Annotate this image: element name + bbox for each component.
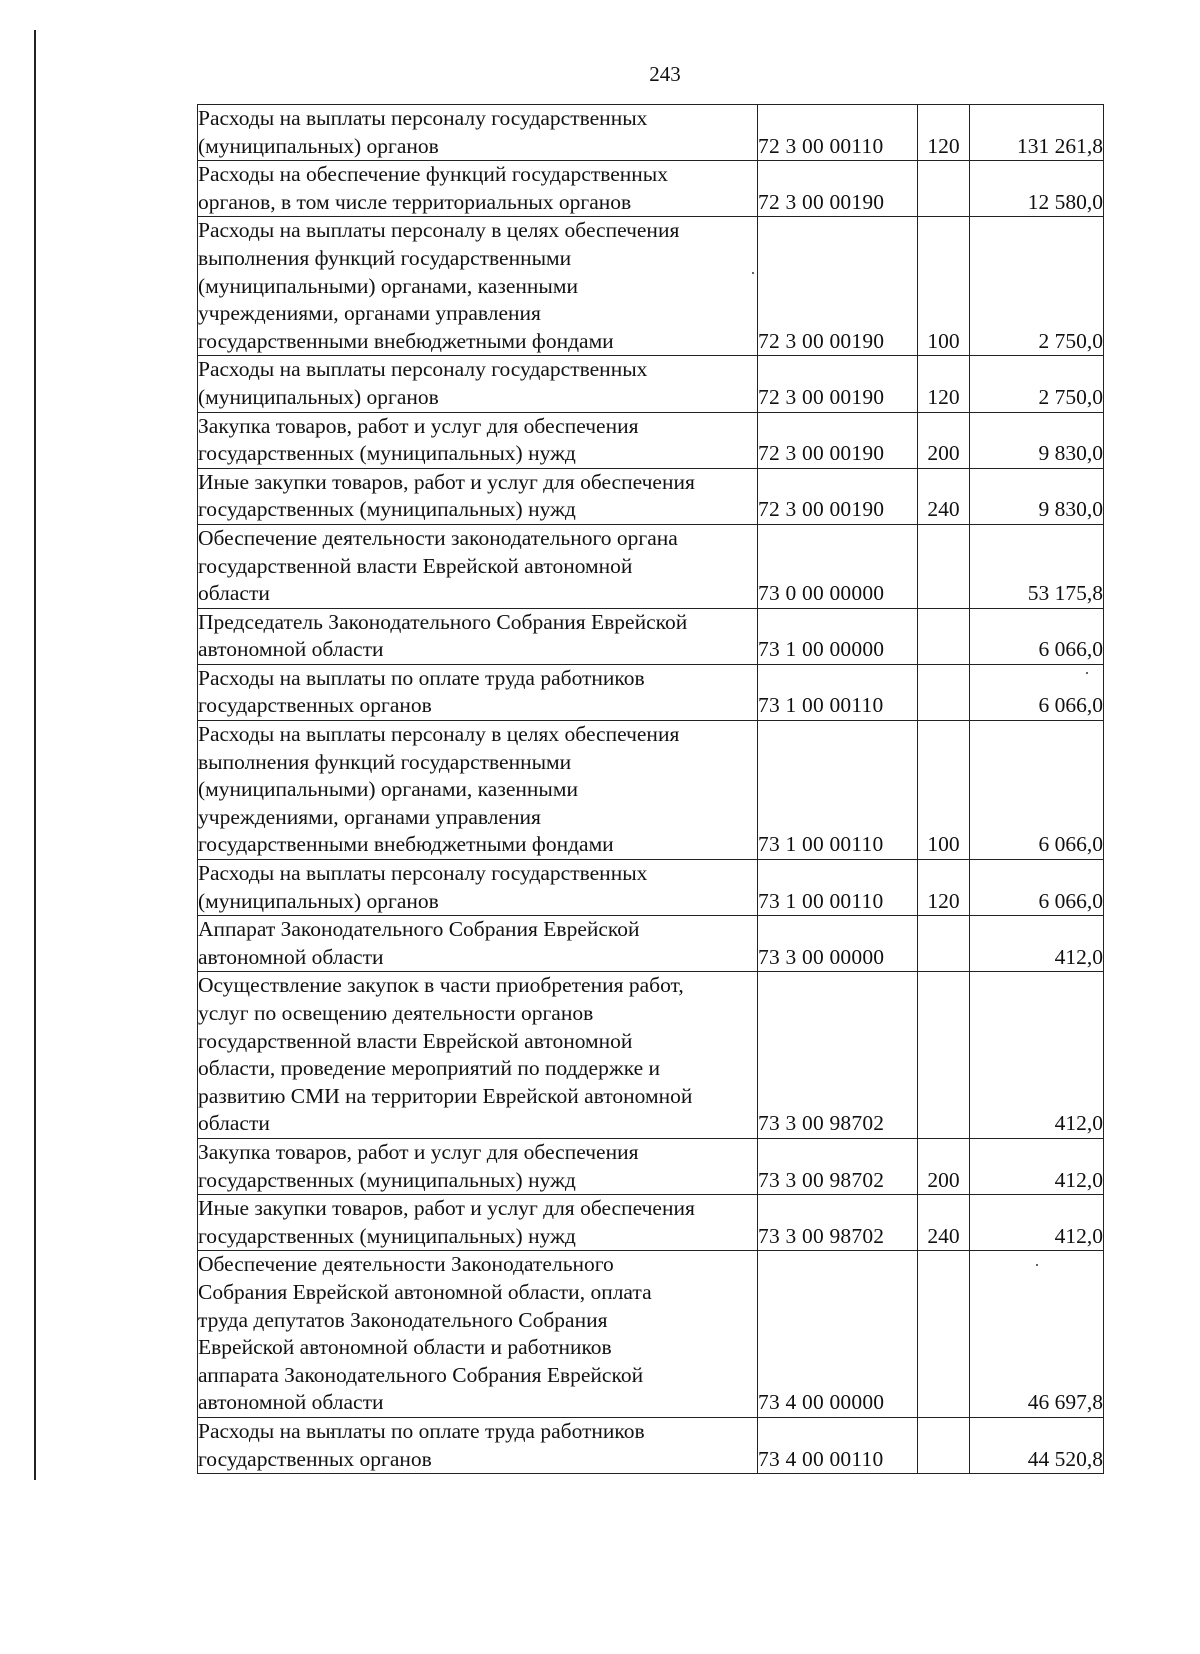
expense-name-cell	[198, 524, 758, 608]
amount-cell: 412,0	[970, 1138, 1104, 1194]
table-row	[198, 412, 1104, 468]
amount-cell: 131 261,8	[970, 105, 1104, 161]
expense-name-cell	[198, 356, 758, 412]
amount-cell: 6 066,0	[970, 608, 1104, 664]
expense-name-line: Расходы на выплаты персоналу в целях обеспечения	[198, 722, 680, 747]
table-row	[198, 161, 1104, 217]
table-row	[198, 1195, 1104, 1251]
table-row	[198, 217, 1104, 356]
expense-name-line: государственной власти Еврейской автономной	[198, 553, 633, 578]
expense-type-cell	[918, 161, 970, 217]
expense-name-line: государственной власти Еврейской автономной	[198, 1028, 633, 1053]
target-code-cell: 72 3 00 00190	[758, 217, 918, 356]
expense-type-cell: 200	[918, 412, 970, 468]
expense-name-line: области, проведение мероприятий по поддержке и	[198, 1056, 661, 1081]
expense-type-cell: 200	[918, 1138, 970, 1194]
expense-name-line: услуг по освещению деятельности органов	[198, 1001, 594, 1025]
table-row	[198, 1251, 1104, 1418]
amount-cell: 6 066,0	[970, 860, 1104, 916]
expense-type-cell: 120	[918, 356, 970, 412]
expense-name-line: развитию СМИ на территории Еврейской автономной	[198, 1083, 693, 1108]
table-row	[198, 664, 1104, 720]
table-row	[198, 916, 1104, 972]
expense-name-cell	[198, 1138, 758, 1194]
expense-name-line: Расходы на выплаты по оплате труда работников	[198, 665, 645, 690]
expense-name-cell	[198, 468, 758, 524]
expense-name-line: (муниципальных) органов	[198, 133, 439, 158]
target-code-cell: 73 1 00 00000	[758, 608, 918, 664]
expense-name-line: государственными внебюджетными фондами	[198, 328, 614, 353]
table-row	[198, 105, 1104, 161]
expense-name-cell	[198, 721, 758, 860]
target-code-cell: 73 1 00 00110	[758, 721, 918, 860]
expense-name-line: государственных (муниципальных) нужд	[198, 1167, 576, 1192]
expense-name-line: Закупка товаров, работ и услуг для обеспечения	[198, 1139, 639, 1164]
expense-name-line: (муниципальными) органами, казенными	[198, 777, 578, 802]
expense-name-line: Закупка товаров, работ и услуг для обеспечения	[198, 413, 639, 438]
expense-name-line: государственных (муниципальных) нужд	[198, 441, 576, 466]
table-row	[198, 721, 1104, 860]
expense-name-cell	[198, 608, 758, 664]
target-code-cell: 73 1 00 00110	[758, 860, 918, 916]
target-code-cell: 73 4 00 00000	[758, 1251, 918, 1418]
table-row	[198, 468, 1104, 524]
expense-name-cell	[198, 972, 758, 1139]
expense-name-cell	[198, 1195, 758, 1251]
expense-type-cell	[918, 524, 970, 608]
amount-cell: 412,0	[970, 972, 1104, 1139]
expense-type-cell: 120	[918, 860, 970, 916]
expense-name-cell	[198, 664, 758, 720]
expense-name-line: Председатель Законодательного Собрания Еврейской	[198, 609, 688, 634]
budget-table-body	[198, 105, 1104, 1474]
expense-name-line: Расходы на выплаты персоналу государственных	[198, 106, 648, 130]
expense-name-line: выполнения функций государственными	[198, 749, 572, 774]
target-code-cell: 73 3 00 98702	[758, 1138, 918, 1194]
amount-cell: 6 066,0	[970, 721, 1104, 860]
target-code-cell: 73 3 00 98702	[758, 972, 918, 1139]
amount-cell: 2 750,0	[970, 356, 1104, 412]
expense-name-line: Расходы на выплаты персоналу государственных	[198, 861, 648, 886]
expense-type-cell: 100	[918, 721, 970, 860]
expense-name-cell	[198, 105, 758, 161]
expense-name-line: Иные закупки товаров, работ и услуг для обеспечения	[198, 1196, 695, 1221]
expense-type-cell: 100	[918, 217, 970, 356]
expense-name-cell	[198, 161, 758, 217]
amount-cell: 412,0	[970, 916, 1104, 972]
page-number: 243	[649, 62, 681, 86]
table-row	[198, 524, 1104, 608]
expense-name-line: автономной области	[198, 944, 384, 969]
expense-name-line: органов, в том числе территориальных органов	[198, 189, 632, 214]
expense-name-line: выполнения функций государственными	[198, 245, 572, 270]
amount-cell: 44 520,8	[970, 1417, 1104, 1473]
expense-type-cell: 240	[918, 468, 970, 524]
table-row	[198, 860, 1104, 916]
amount-cell: 9 830,0	[970, 412, 1104, 468]
target-code-cell: 72 3 00 00190	[758, 412, 918, 468]
expense-name-cell	[198, 412, 758, 468]
expense-name-line: аппарата Законодательного Собрания Еврейской	[198, 1362, 644, 1387]
expense-name-line: Расходы на обеспечение функций государственных	[198, 162, 668, 187]
target-code-cell: 73 3 00 98702	[758, 1195, 918, 1251]
expense-name-line: Расходы на выплаты персоналу в целях обеспечения	[198, 218, 680, 243]
amount-cell: 12 580,0	[970, 161, 1104, 217]
target-code-cell: 72 3 00 00190	[758, 468, 918, 524]
expense-name-line: Расходы на выплаты персоналу государственных	[198, 357, 648, 382]
amount-cell: 53 175,8	[970, 524, 1104, 608]
expense-name-line: государственных (муниципальных) нужд	[198, 1223, 576, 1248]
table-row	[198, 1417, 1104, 1473]
target-code-cell: 72 3 00 00190	[758, 161, 918, 217]
target-code-cell: 73 0 00 00000	[758, 524, 918, 608]
target-code-cell: 72 3 00 00110	[758, 105, 918, 161]
table-row	[198, 1138, 1104, 1194]
expense-name-line: труда депутатов Законодательного Собрания	[198, 1307, 608, 1332]
expense-name-line: Осуществление закупок в части приобретения работ,	[198, 973, 684, 998]
target-code-cell: 72 3 00 00190	[758, 356, 918, 412]
expense-name-line: Аппарат Законодательного Собрания Еврейской	[198, 917, 640, 942]
expense-name-cell	[198, 860, 758, 916]
amount-cell: 6 066,0	[970, 664, 1104, 720]
expense-name-line: Собрания Еврейской автономной области, оплата	[198, 1279, 652, 1304]
expense-name-line: области	[198, 581, 270, 606]
expense-name-cell	[198, 217, 758, 356]
scan-edge-line	[34, 30, 36, 1480]
expense-name-line: (муниципальных) органов	[198, 888, 439, 913]
expense-name-line: Иные закупки товаров, работ и услуг для обеспечения	[198, 469, 695, 494]
expense-name-line: государственных органов	[198, 1446, 432, 1471]
expense-type-cell	[918, 1417, 970, 1473]
amount-cell: 46 697,8	[970, 1251, 1104, 1418]
amount-cell: 412,0	[970, 1195, 1104, 1251]
expense-name-line: (муниципальными) органами, казенными	[198, 273, 578, 298]
expense-type-cell	[918, 608, 970, 664]
expense-name-line: учреждениями, органами управления	[198, 301, 541, 326]
expense-name-line: государственных (муниципальных) нужд	[198, 497, 576, 522]
target-code-cell: 73 1 00 00110	[758, 664, 918, 720]
expense-name-line: Обеспечение деятельности законодательного органа	[198, 525, 678, 550]
expense-name-line: области	[198, 1111, 270, 1136]
expense-type-cell: 120	[918, 105, 970, 161]
expense-name-cell	[198, 1417, 758, 1473]
amount-cell: 9 830,0	[970, 468, 1104, 524]
expense-name-line: Расходы на выплаты по оплате труда работников	[198, 1418, 645, 1443]
expense-type-cell	[918, 664, 970, 720]
expense-name-line: учреждениями, органами управления	[198, 804, 541, 829]
budget-table	[197, 104, 1104, 1474]
table-row	[198, 356, 1104, 412]
expense-type-cell: 240	[918, 1195, 970, 1251]
expense-name-line: автономной области	[198, 1390, 384, 1415]
expense-name-line: (муниципальных) органов	[198, 384, 439, 409]
expense-name-line: государственных органов	[198, 693, 432, 718]
expense-name-line: Обеспечение деятельности Законодательного	[198, 1252, 614, 1277]
expense-name-line: государственными внебюджетными фондами	[198, 832, 614, 857]
expense-name-cell	[198, 916, 758, 972]
expense-type-cell	[918, 916, 970, 972]
expense-type-cell	[918, 1251, 970, 1418]
table-row	[198, 608, 1104, 664]
expense-name-line: автономной области	[198, 637, 384, 662]
table-row	[198, 972, 1104, 1139]
target-code-cell: 73 4 00 00110	[758, 1417, 918, 1473]
amount-cell: 2 750,0	[970, 217, 1104, 356]
expense-name-line: Еврейской автономной области и работников	[198, 1335, 612, 1360]
expense-name-cell	[198, 1251, 758, 1418]
expense-type-cell	[918, 972, 970, 1139]
target-code-cell: 73 3 00 00000	[758, 916, 918, 972]
